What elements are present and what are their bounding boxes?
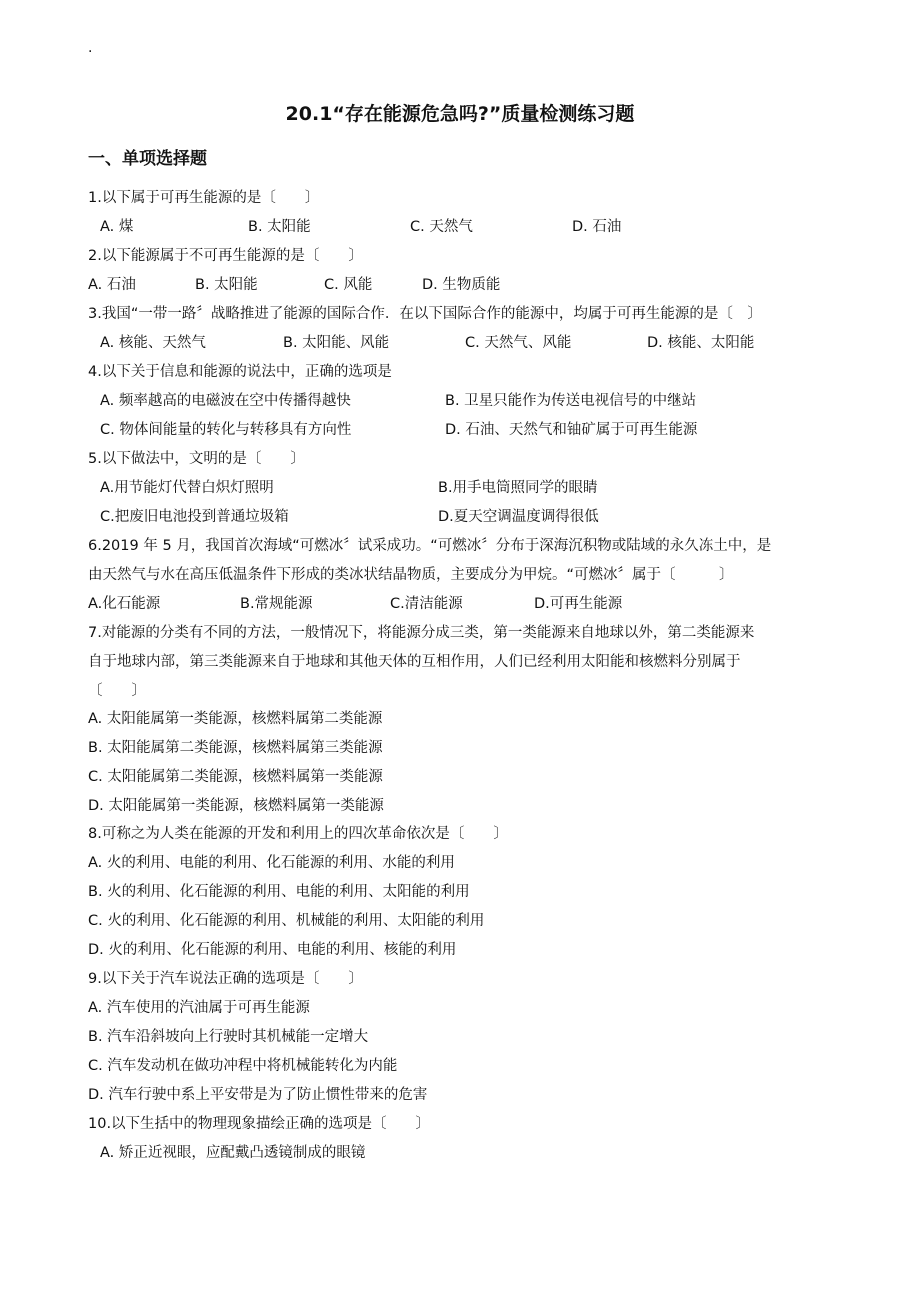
question-1-option-b: B. 太阳能 xyxy=(248,219,311,235)
section-heading: 一、单项选择题 xyxy=(88,149,207,169)
question-3-option-b: B. 太阳能、风能 xyxy=(283,335,390,351)
question-3-option-a: A. 核能、天然气 xyxy=(100,335,206,351)
question-8-option-a: A. 火的利用、电能的利用、化石能源的利用、水能的利用 xyxy=(88,855,455,871)
question-9-option-c: C. 汽车发动机在做功冲程中将机械能转化为内能 xyxy=(88,1058,398,1074)
question-8-option-c: C. 火的利用、化石能源的利用、机械能的利用、太阳能的利用 xyxy=(88,913,485,929)
question-6-option-b: B.常规能源 xyxy=(240,596,313,612)
question-4-option-c: C. 物体间能量的转化与转移具有方向性 xyxy=(100,422,352,438)
question-3-option-d: D. 核能、太阳能 xyxy=(647,335,755,351)
question-7-option-d: D. 太阳能属第一类能源，核燃料属第一类能源 xyxy=(88,798,384,814)
question-2-option-d: D. 生物质能 xyxy=(422,277,501,293)
question-3-option-c: C. 天然气、风能 xyxy=(465,335,572,351)
question-7-stem-line-1: 7.对能源的分类有不同的方法，一般情况下，将能源分成三类，第一类能源来自地球以外，第二类能源来 xyxy=(88,625,755,641)
question-1-option-c: C. 天然气 xyxy=(410,219,473,235)
question-10-stem: 10.以下生括中的物理现象描绘正确的选项是〔 〕 xyxy=(88,1116,431,1132)
question-1-option-d: D. 石油 xyxy=(572,219,622,235)
question-6-option-d: D.可再生能源 xyxy=(534,596,623,612)
question-1-option-a: A. 煤 xyxy=(100,219,134,235)
question-5-option-c: C.把废旧电池投到普通垃圾箱 xyxy=(100,509,289,525)
question-2-option-a: A. 石油 xyxy=(88,277,136,293)
question-7-stem-line-2: 自于地球内部，第三类能源来自于地球和其他天体的互相作用，人们已经利用太阳能和核燃料分别属于 xyxy=(88,654,741,670)
question-4-option-b: B. 卫星只能作为传送电视信号的中继站 xyxy=(445,393,697,409)
question-7-option-a: A. 太阳能属第一类能源，核燃料属第二类能源 xyxy=(88,711,383,727)
question-2-stem: 2.以下能源属于不可再生能源的是〔 〕 xyxy=(88,248,363,264)
question-4-option-d: D. 石油、天然气和铀矿属于可再生能源 xyxy=(445,422,698,438)
question-9-stem: 9.以下关于汽车说法正确的选项是〔 〕 xyxy=(88,971,363,987)
question-6-stem-line-1: 6.2019 年 5 月，我国首次海域“可燃冰〞试采成功。“可燃冰〞分布于深海沉积物或陆域的永久冻土中，是 xyxy=(88,538,772,554)
question-7-option-c: C. 太阳能属第二类能源，核燃料属第一类能源 xyxy=(88,769,383,785)
question-5-stem: 5.以下做法中，文明的是〔 〕 xyxy=(88,451,305,467)
question-2-option-c: C. 风能 xyxy=(324,277,373,293)
question-5-option-a: A.用节能灯代替白炽灯照明 xyxy=(100,480,274,496)
question-7-stem-line-3: 〔 〕 xyxy=(88,683,146,699)
question-6-option-a: A.化石能源 xyxy=(88,596,161,612)
question-8-stem: 8.可称之为人类在能源的开发和利用上的四次革命依次是〔 〕 xyxy=(88,826,508,842)
question-2-option-b: B. 太阳能 xyxy=(195,277,258,293)
question-8-option-b: B. 火的利用、化石能源的利用、电能的利用、太阳能的利用 xyxy=(88,884,470,900)
question-3-stem: 3.我国“一带一路〞战略推进了能源的国际合作．在以下国际合作的能源中，均属于可再生能源的是〔 〕 xyxy=(88,306,762,322)
question-1-stem: 1.以下属于可再生能源的是〔 〕 xyxy=(88,190,320,206)
question-5-option-b: B.用手电筒照同学的眼睛 xyxy=(438,480,598,496)
question-9-option-d: D. 汽车行驶中系上平安带是为了防止惯性带来的危害 xyxy=(88,1087,428,1103)
question-7-option-b: B. 太阳能属第二类能源，核燃料属第三类能源 xyxy=(88,740,383,756)
question-9-option-b: B. 汽车沿斜坡向上行驶时其机械能一定增大 xyxy=(88,1029,369,1045)
question-10-option-a: A. 矫正近视眼，应配戴凸透镜制成的眼镜 xyxy=(100,1145,366,1161)
question-9-option-a: A. 汽车使用的汽油属于可再生能源 xyxy=(88,1000,310,1016)
page-mark: . xyxy=(88,40,93,56)
question-4-option-a: A. 频率越高的电磁波在空中传播得越快 xyxy=(100,393,351,409)
question-5-option-d: D.夏天空调温度调得很低 xyxy=(438,509,599,525)
question-8-option-d: D. 火的利用、化石能源的利用、电能的利用、核能的利用 xyxy=(88,942,457,958)
question-6-option-c: C.清洁能源 xyxy=(390,596,463,612)
page-title: 20.1“存在能源危急吗?”质量检测练习题 xyxy=(285,103,635,125)
question-6-stem-line-2: 由天然气与水在高压低温条件下形成的类冰状结晶物质，主要成分为甲烷。“可燃冰〞属于〔 〕 xyxy=(88,567,734,583)
question-4-stem: 4.以下关于信息和能源的说法中，正确的选项是 xyxy=(88,364,392,380)
